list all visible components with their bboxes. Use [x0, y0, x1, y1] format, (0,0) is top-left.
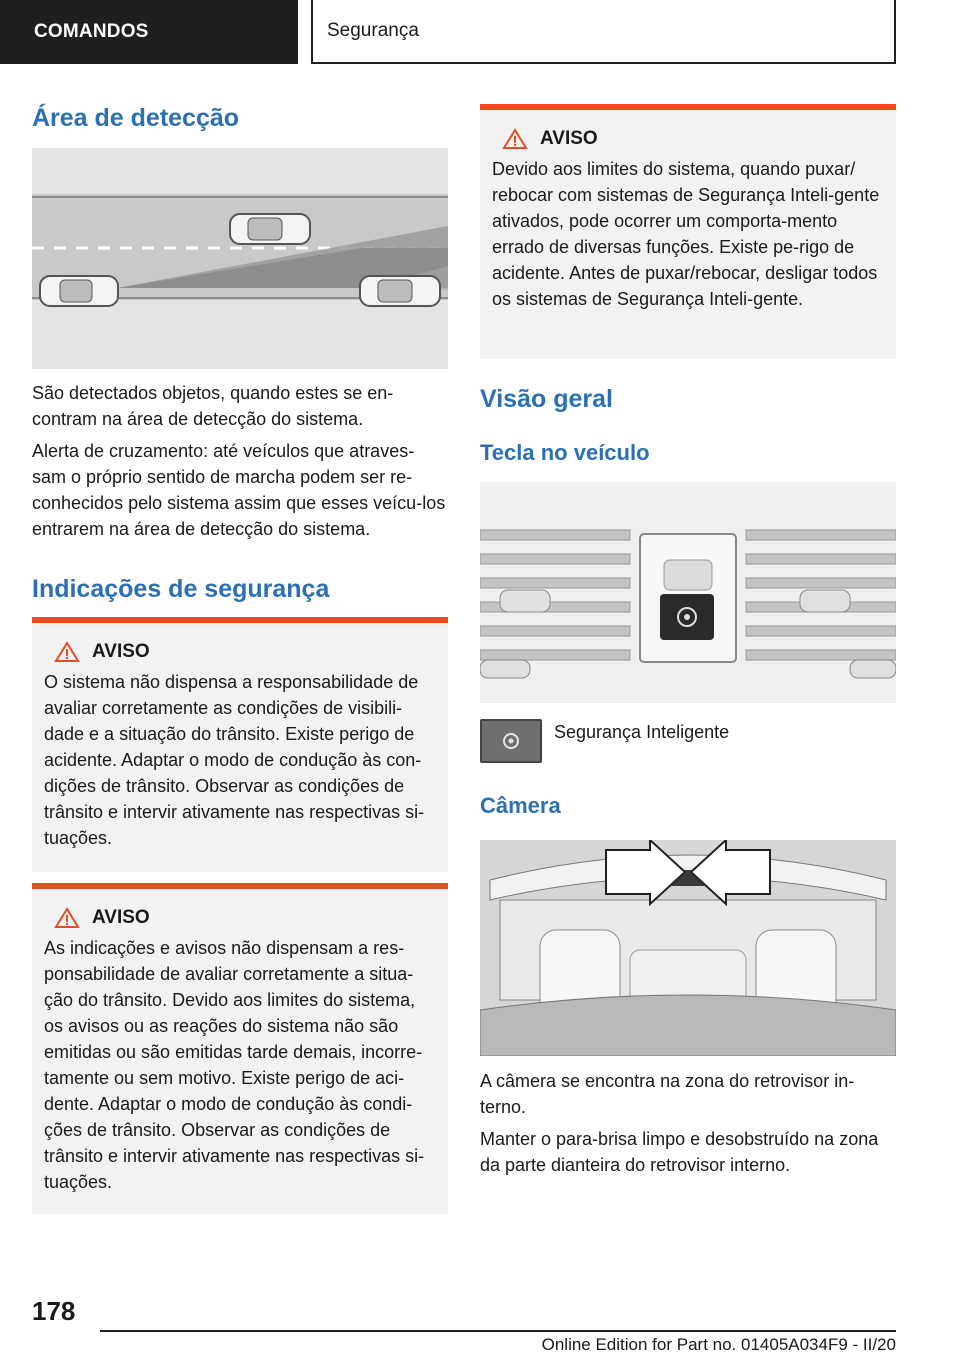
warning-title: AVISO — [92, 907, 150, 928]
detection-area-illustration — [32, 148, 448, 369]
car-right — [360, 276, 440, 306]
warning-triangle-icon — [502, 128, 528, 150]
detection-paragraph-1: São detectados objetos, quando estes se en-contram na área de detecção do sistema. — [32, 383, 394, 429]
camera-title: Câmera — [480, 793, 561, 818]
camera-paragraph-2: Manter o para-brisa limpo e desobstruído na zona da parte dianteira do retrovisor interno. — [480, 1129, 879, 1175]
warning-triangle-icon — [54, 641, 80, 663]
topic-tab: Segurança — [311, 0, 896, 64]
safety-notes-title: Indicações de segurança — [32, 575, 330, 603]
camera-location-illustration — [480, 840, 896, 1056]
car-top — [230, 214, 310, 244]
camera-paragraph-1: A câmera se encontra na zona do retrovisor in-terno. — [480, 1071, 855, 1117]
safety-button-icon — [501, 731, 521, 751]
page-number: 178 — [32, 1296, 76, 1326]
warning-text: O sistema não dispensa a responsabilidade de avaliar corretamente as condições de visibili-dade e a situação do trânsito. Existe perigo de acidente. Adaptar o modo de condução às con-dições de trânsito. Observar as condições de trânsito e intervir ativamente nas respectivas si-tuações. — [44, 672, 425, 848]
intelligent-safety-label: Segurança Inteligente — [554, 722, 730, 742]
chapter-tab: COMANDOS — [0, 0, 298, 64]
vehicle-button-illustration — [480, 482, 896, 703]
warning-box-3 — [480, 104, 896, 359]
warning-text: Devido aos limites do sistema, quando puxar/ rebocar com sistemas de Segurança Inteli-gente ativados, pode ocorrer um comporta-mento errado de diversas funções. Existe pe-rigo de acidente. Antes de puxar/rebocar, desligar todos os sistemas de Segurança Inteli-gente. — [492, 159, 880, 309]
overview-title: Visão geral — [480, 385, 613, 413]
warning-text: As indicações e avisos não dispensam a res-ponsabilidade de avaliar corretamente a situa-ção do trânsito. Devido aos limites do sistema, os avisos ou as reações do sistema não são emitidas ou são emitidas tarde demais, incorre-tamente ou sem motivo. Existe perigo de aci-dente. Adaptar o modo de condução às condi-ções de trânsito. Observar as condições de trânsito e intervir ativamente nas respectivas si-tuações. — [44, 938, 425, 1192]
detection-area-title: Área de detecção — [32, 104, 240, 132]
button-in-vehicle-title: Tecla no veículo — [480, 440, 650, 465]
warning-title: AVISO — [540, 128, 598, 149]
warning-title: AVISO — [92, 641, 150, 662]
warning-triangle-icon — [54, 907, 80, 929]
intelligent-safety-button-thumbnail — [480, 719, 542, 763]
footer-divider — [100, 1330, 896, 1332]
detection-paragraph-2: Alerta de cruzamento: até veículos que atraves-sam o próprio sentido de marcha podem ser re-conhecidos pelo sistema assim que esses veícu-los entrarem na área de detecção do sistema. — [32, 441, 446, 539]
warning-box-1 — [32, 617, 448, 872]
edition-note: Online Edition for Part no. 01405A034F9 - II/20 — [541, 1335, 896, 1354]
car-left — [40, 276, 118, 306]
warning-box-2 — [32, 883, 448, 1214]
